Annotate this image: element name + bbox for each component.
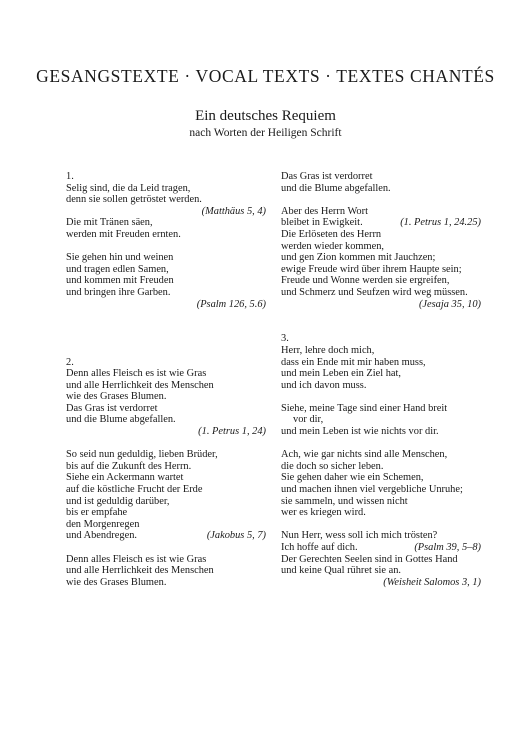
text-line: und mein Leben ist wie nichts vor dir.	[281, 426, 439, 438]
text-line: wie des Grases Blumen.	[66, 576, 167, 588]
text-line: und die Blume abgefallen.	[281, 182, 391, 194]
text-line: die doch so sicher leben.	[281, 460, 384, 472]
text-line: Herr, lehre doch mich,	[281, 344, 375, 356]
text-line: und machen ihnen viel vergebliche Unruhe;	[281, 484, 463, 496]
text-line: dass ein Ende mit mir haben muss,	[281, 356, 426, 368]
section-number: 3.	[281, 333, 289, 345]
text-line: bleibet in Ewigkeit.	[281, 217, 363, 229]
text-line: sie sammeln, und wissen nicht	[281, 495, 408, 507]
text-line: denn sie sollen getröstet werden.	[66, 194, 202, 206]
scripture-reference: (Matthäus 5, 4)	[201, 205, 266, 217]
text-line: auf die köstliche Frucht der Erde	[66, 484, 203, 496]
text-line: wer es kriegen wird.	[281, 507, 366, 519]
text-line: Sie gehen hin und weinen	[66, 252, 174, 264]
text-line: So seid nun geduldig, lieben Brüder,	[66, 449, 218, 461]
text-line-with-reference	[281, 217, 481, 229]
text-line: vor dir,	[293, 414, 324, 426]
page-title: Ein deutsches Requiem	[195, 108, 336, 124]
text-line: Das Gras ist verdorret	[66, 402, 158, 414]
section-number: 2.	[66, 356, 74, 368]
scripture-reference: (1. Petrus 1, 24.25)	[400, 217, 481, 229]
text-line: werden wieder kommen,	[281, 240, 385, 252]
text-line: Siehe, meine Tage sind einer Hand breit	[281, 402, 448, 414]
text-line: Der Gerechten Seelen sind in Gottes Hand	[281, 553, 458, 565]
text-line: Nun Herr, wess soll ich mich trösten?	[281, 530, 438, 542]
text-line: und tragen edlen Samen,	[66, 263, 169, 275]
text-line: und ist geduldig darüber,	[66, 495, 170, 507]
text-line: Ich hoffe auf dich.	[281, 542, 358, 553]
text-line-with-reference	[281, 542, 481, 554]
text-line: bis er empfahe	[66, 507, 128, 519]
text-line: Freude und Wonne werden sie ergreifen,	[281, 275, 450, 287]
text-line: und mein Leben ein Ziel hat,	[281, 368, 402, 380]
page-header: GESANGSTEXTE · VOCAL TEXTS · TEXTES CHANTÉS	[36, 66, 495, 86]
text-line: Die mit Tränen säen,	[66, 217, 153, 229]
scripture-reference: (Jakobus 5, 7)	[206, 530, 266, 542]
text-line: ewige Freude wird über ihrem Haupte sein;	[281, 263, 462, 275]
text-line: und Abendregen.	[66, 530, 137, 542]
text-line: Die Erlöseten des Herrn	[281, 228, 382, 240]
text-line: Sie gehen daher wie ein Schemen,	[281, 472, 424, 484]
page-subtitle: nach Worten der Heiligen Schrift	[189, 127, 342, 139]
text-line: und kommen mit Freuden	[66, 275, 174, 287]
text-line: Denn alles Fleisch es ist wie Gras	[66, 368, 207, 380]
scripture-reference: (Psalm 39, 5–8)	[414, 542, 481, 553]
text-line: und gen Zion kommen mit Jauchzen;	[281, 252, 436, 264]
right-column	[281, 171, 481, 588]
scripture-reference: (Weisheit Salomos 3, 1)	[383, 576, 481, 588]
scripture-reference: (Jesaja 35, 10)	[418, 298, 481, 310]
text-line: werden mit Freuden ernten.	[66, 228, 181, 240]
text-line: und die Blume abgefallen.	[66, 414, 176, 426]
text-line: und keine Qual rühret sie an.	[281, 565, 402, 577]
text-line: wie des Grases Blumen.	[66, 391, 167, 403]
text-line: bis auf die Zukunft des Herrn.	[66, 460, 192, 472]
text-line: und alle Herrlichkeit des Menschen	[66, 379, 214, 391]
text-line: den Morgenregen	[66, 518, 140, 530]
text-line: Denn alles Fleisch es ist wie Gras	[66, 553, 207, 565]
text-line: und bringen ihre Garben.	[66, 286, 171, 298]
text-line: und alle Herrlichkeit des Menschen	[66, 565, 214, 577]
text-line: Siehe ein Ackermann wartet	[66, 472, 184, 484]
text-line: und ich davon muss.	[281, 379, 367, 391]
text-line: Das Gras ist verdorret	[281, 171, 373, 182]
scripture-reference: (1. Petrus 1, 24)	[198, 426, 266, 438]
scripture-reference: (Psalm 126, 5.6)	[196, 298, 266, 310]
text-line: Ach, wie gar nichts sind alle Menschen,	[281, 449, 448, 461]
text-line: und Schmerz und Seufzen wird weg müssen.	[281, 286, 468, 298]
left-column	[66, 171, 266, 588]
text-line: Aber des Herrn Wort	[281, 205, 368, 217]
text-line: Selig sind, die da Leid tragen,	[66, 182, 191, 194]
text-line-with-reference	[66, 530, 266, 542]
section-number: 1.	[66, 171, 74, 182]
